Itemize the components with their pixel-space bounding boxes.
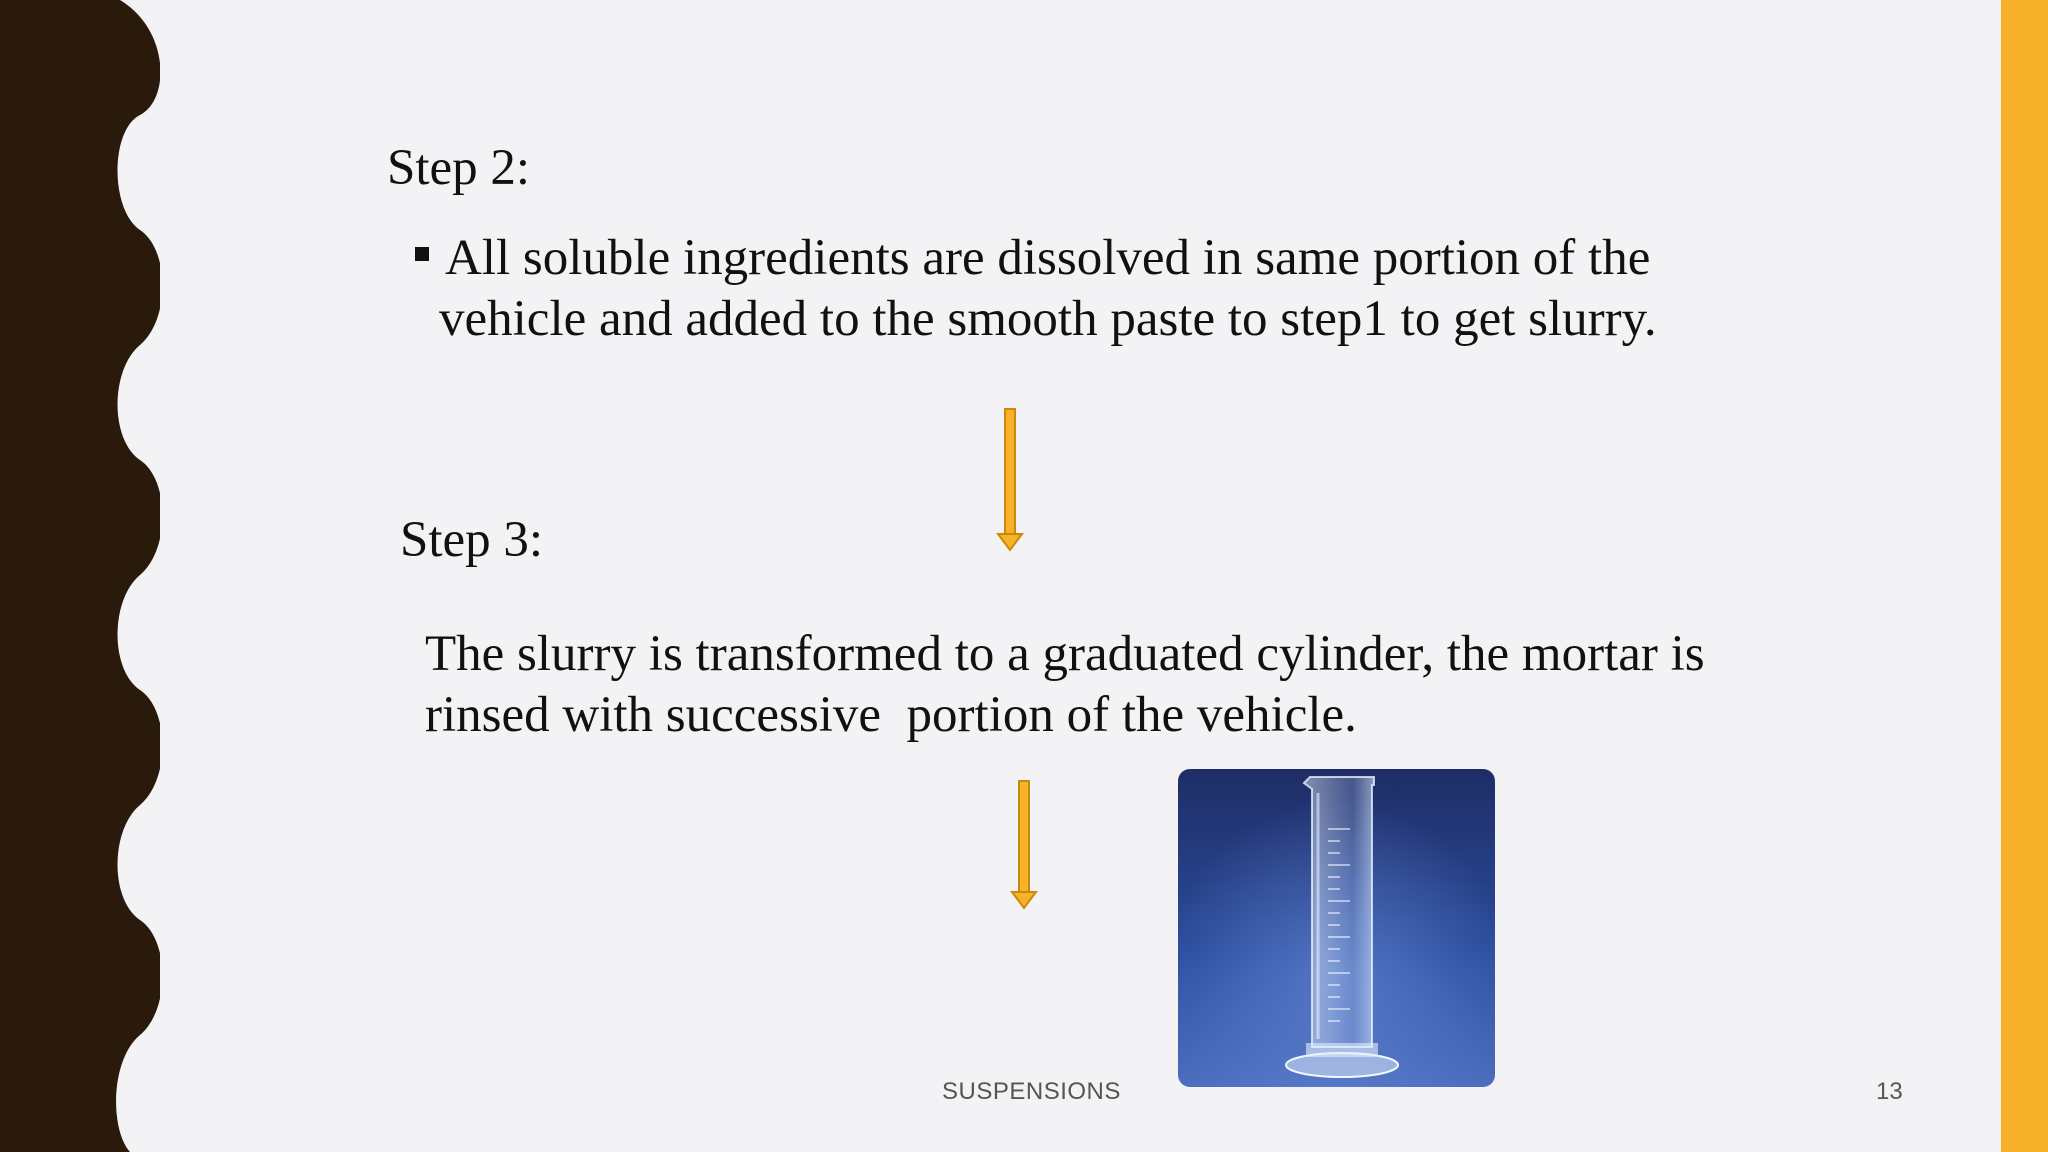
graduated-cylinder-image [1178, 769, 1495, 1087]
step3-paragraph [425, 624, 1725, 746]
square-bullet-icon [415, 247, 429, 261]
down-arrow-icon [1010, 780, 1038, 910]
page-number: 13 [1876, 1078, 1903, 1105]
step2-bullet [415, 228, 1715, 350]
bullet-line-1 [415, 228, 1715, 289]
footer-title: SUSPENSIONS [942, 1078, 1121, 1105]
step3-line-2: rinsed with successive portion of the vehicle. [425, 687, 1357, 743]
wavy-left-border [0, 0, 160, 1152]
bullet-text-1: All soluble ingredients are dissolved in same portion of the [445, 230, 1651, 286]
step3-heading: Step 3: [400, 512, 544, 568]
step2-heading: Step 2: [387, 140, 531, 196]
bullet-line-2: vehicle and added to the smooth paste to step1 to get slurry. [439, 291, 1657, 347]
right-accent-bar [2001, 0, 2048, 1152]
down-arrow-icon [996, 408, 1024, 552]
step3-line-1: The slurry is transformed to a graduated cylinder, the mortar is [425, 626, 1705, 682]
